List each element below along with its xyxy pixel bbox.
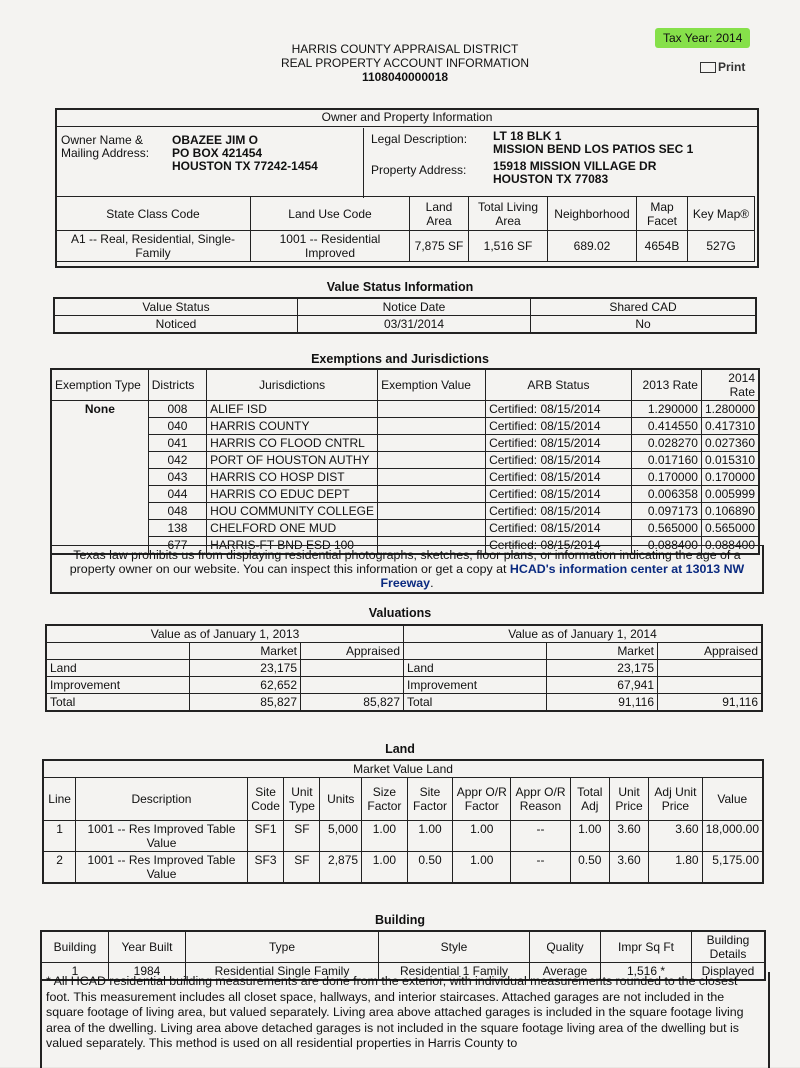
val-total-14: Total <box>404 694 547 712</box>
ex-header-cell: ARB Status <box>486 369 632 401</box>
val-total-m-14: 91,116 <box>547 694 658 712</box>
land-cell-size: 1.00 <box>362 852 408 884</box>
land-cell-value: 5,175.00 <box>702 852 763 884</box>
privacy-notice <box>50 545 764 594</box>
val-total-m-13: 85,827 <box>190 694 301 712</box>
vs-status: Noticed <box>54 316 298 334</box>
ex-cell-value <box>378 401 486 418</box>
land-header-cell: Unit Type <box>284 778 320 821</box>
val-h-2014: Value as of January 1, 2014 <box>404 625 763 643</box>
h-land-use: Land Use Code <box>251 197 410 231</box>
print-button[interactable] <box>700 60 745 74</box>
ex-cell-r14: 0.005999 <box>701 486 759 503</box>
ex-header-cell: Jurisdictions <box>207 369 378 401</box>
ex-cell-r13: 0.170000 <box>631 469 701 486</box>
ex-cell-a: Certified: 08/15/2014 <box>486 503 632 520</box>
ex-row <box>51 503 759 520</box>
land-header-cell: Description <box>76 778 248 821</box>
v-neighborhood: 689.02 <box>548 231 637 262</box>
val-market-13: Market <box>190 643 301 660</box>
v-map-facet: 4654B <box>637 231 688 262</box>
val-land-14: Land <box>404 660 547 677</box>
value-status-title: Value Status Information <box>326 280 474 294</box>
land-cell-reason: -- <box>511 852 571 884</box>
val-appraised-14: Appraised <box>658 643 763 660</box>
v-living-area: 1,516 SF <box>469 231 548 262</box>
land-header-cell: Unit Price <box>609 778 648 821</box>
h-map-facet: Map Facet <box>637 197 688 231</box>
land-cell-units: 2,875 <box>320 852 362 884</box>
val-blank-14 <box>404 643 547 660</box>
land-header-cell: Site Factor <box>407 778 453 821</box>
ex-header-cell: Exemption Value <box>378 369 486 401</box>
land-cell-adjp: 1.80 <box>649 852 702 884</box>
ex-cell-value <box>378 435 486 452</box>
ex-cell-a: Certified: 08/15/2014 <box>486 435 632 452</box>
land-header-cell: Size Factor <box>362 778 408 821</box>
header-line-2: REAL PROPERTY ACCOUNT INFORMATION <box>280 56 530 70</box>
bld-header-cell: Building Details <box>692 931 766 963</box>
legal-line-1: LT 18 BLK 1 <box>493 129 562 143</box>
ex-cell-j: CHELFORD ONE MUD <box>207 520 378 537</box>
exemptions-table <box>50 368 760 555</box>
land-cell-value: 18,000.00 <box>702 821 763 852</box>
h-key-map: Key Map® <box>688 197 755 231</box>
val-imp-14: Improvement <box>404 677 547 694</box>
h-living-area: Total Living Area <box>469 197 548 231</box>
vs-h-date: Notice Date <box>298 298 531 316</box>
land-header-cell: Units <box>320 778 362 821</box>
val-land-m-13: 23,175 <box>190 660 301 677</box>
ex-cell-r14: 0.170000 <box>701 469 759 486</box>
v-state-class: A1 -- Real, Residential, Single-Family <box>56 231 251 262</box>
ex-cell-d: 042 <box>148 452 206 469</box>
owner-name-block <box>172 134 318 173</box>
land-cell-reason: -- <box>511 821 571 852</box>
ex-cell-r14: 0.088400 <box>701 537 759 555</box>
valuations-table <box>45 624 763 712</box>
owner-name: OBAZEE JIM O <box>172 133 259 147</box>
land-row <box>43 821 763 852</box>
land-cell-price: 3.60 <box>609 852 648 884</box>
ex-cell-d: 048 <box>148 503 206 520</box>
land-cell-desc: 1001 -- Res Improved Table Value <box>76 821 248 852</box>
land-cell-site: SF3 <box>247 852 284 884</box>
land-header-cell: Site Code <box>247 778 284 821</box>
ex-cell-j: ALIEF ISD <box>207 401 378 418</box>
land-header-cell: Total Adj <box>570 778 609 821</box>
vs-h-cad: Shared CAD <box>531 298 757 316</box>
building-footnote: * All HCAD residential building measurements are done from the exterior, with individual measurements rounded to the closest foot. This measurement includes all closet space, hallways, and interior staircases. Attached garages are not included in the square footage of living area, but valued separately. Living area above attached garages is included in the square footage living area of the dwelling. Living area above detached garages is not included in the square footage living area of the dwelling but is valued separately. This method is used on all residential properties in Harris County to <box>40 972 770 1068</box>
land-table <box>42 759 764 884</box>
ex-cell-r14: 0.015310 <box>701 452 759 469</box>
ex-cell-d: 044 <box>148 486 206 503</box>
val-blank-13 <box>46 643 190 660</box>
land-cell-line: 1 <box>43 821 76 852</box>
vs-date: 03/31/2014 <box>298 316 531 334</box>
ex-cell-d: 008 <box>148 401 206 418</box>
bld-header-cell: Style <box>379 931 530 963</box>
ex-row <box>51 520 759 537</box>
h-land-area: Land Area <box>410 197 469 231</box>
bld-header-cell: Quality <box>530 931 601 963</box>
legal-line-2: MISSION BEND LOS PATIOS SEC 1 <box>493 142 694 156</box>
building-title: Building <box>375 913 425 927</box>
exemptions-title: Exemptions and Jurisdictions <box>311 352 489 366</box>
ex-header-cell: Districts <box>148 369 206 401</box>
ex-cell-a: Certified: 08/15/2014 <box>486 520 632 537</box>
val-imp-a-13 <box>301 677 404 694</box>
ex-cell-r13: 0.028270 <box>631 435 701 452</box>
ex-cell-r13: 1.290000 <box>631 401 701 418</box>
bld-details-link[interactable]: Displayed <box>692 963 766 981</box>
page-header <box>250 42 560 84</box>
val-imp-m-14: 67,941 <box>547 677 658 694</box>
land-cell-line: 2 <box>43 852 76 884</box>
bld-style: Residential 1 Family <box>379 963 530 981</box>
ex-cell-j: HARRIS-FT BND ESD 100 <box>207 537 378 555</box>
v-key-map: 527G <box>688 231 755 262</box>
land-cell-adjp: 3.60 <box>649 821 702 852</box>
bld-sqft: 1,516 * <box>601 963 692 981</box>
land-cell-units: 5,000 <box>320 821 362 852</box>
land-subtitle: Market Value Land <box>43 760 763 778</box>
val-imp-13: Improvement <box>46 677 190 694</box>
ex-row <box>51 435 759 452</box>
ex-cell-a: Certified: 08/15/2014 <box>486 401 632 418</box>
ex-cell-r14: 0.417310 <box>701 418 759 435</box>
vs-h-status: Value Status <box>54 298 298 316</box>
ex-cell-d: 138 <box>148 520 206 537</box>
account-number: 1108040000018 <box>361 70 449 84</box>
ex-cell-r13: 0.565000 <box>631 520 701 537</box>
ex-cell-j: HARRIS CO FLOOD CNTRL <box>207 435 378 452</box>
owner-addr2: HOUSTON TX 77242-1454 <box>172 159 318 173</box>
ex-cell-j: HOU COMMUNITY COLLEGE <box>207 503 378 520</box>
land-cell-unit: SF <box>284 821 320 852</box>
notice-end: . <box>430 576 434 590</box>
ex-cell-d: 043 <box>148 469 206 486</box>
val-total-a-14: 91,116 <box>658 694 763 712</box>
land-header-cell: Line <box>43 778 76 821</box>
ex-cell-r13: 0.414550 <box>631 418 701 435</box>
bld-header-cell: Impr Sq Ft <box>601 931 692 963</box>
ex-row <box>51 418 759 435</box>
ex-cell-value <box>378 418 486 435</box>
val-imp-a-14 <box>658 677 763 694</box>
ex-cell-j: PORT OF HOUSTON AUTHY <box>207 452 378 469</box>
land-header-cell: Appr O/R Reason <box>511 778 571 821</box>
land-cell-sitef: 1.00 <box>407 821 453 852</box>
ex-cell-d: 040 <box>148 418 206 435</box>
ex-cell-value <box>378 486 486 503</box>
ex-row <box>51 486 759 503</box>
land-cell-adj: 0.50 <box>570 852 609 884</box>
owner-addr1: PO BOX 421454 <box>172 146 263 160</box>
h-neighborhood: Neighborhood <box>548 197 637 231</box>
ex-cell-r13: 0.097173 <box>631 503 701 520</box>
bld-header-cell: Building <box>41 931 109 963</box>
land-title: Land <box>385 742 415 756</box>
ex-cell-a: Certified: 08/15/2014 <box>486 418 632 435</box>
land-cell-desc: 1001 -- Res Improved Table Value <box>76 852 248 884</box>
legal-label: Legal Description: <box>371 132 468 146</box>
ex-header-cell: 2013 Rate <box>631 369 701 401</box>
bld-header-cell: Year Built <box>109 931 186 963</box>
ex-cell-j: HARRIS CO EDUC DEPT <box>207 486 378 503</box>
property-label: Property Address: <box>371 163 467 177</box>
land-header-cell: Value <box>702 778 763 821</box>
val-land-m-14: 23,175 <box>547 660 658 677</box>
bld-number: 1 <box>41 963 109 981</box>
land-header-cell: Adj Unit Price <box>649 778 702 821</box>
bld-quality: Average <box>530 963 601 981</box>
land-cell-appr: 1.00 <box>453 852 511 884</box>
ex-cell-r14: 0.027360 <box>701 435 759 452</box>
ex-row <box>51 452 759 469</box>
ex-cell-r13: 0.006358 <box>631 486 701 503</box>
property-attributes-table <box>55 196 755 262</box>
ex-cell-a: Certified: 08/15/2014 <box>486 469 632 486</box>
bld-type: Residential Single Family <box>186 963 379 981</box>
land-cell-unit: SF <box>284 852 320 884</box>
land-row <box>43 852 763 884</box>
notice-text: Texas law prohibits us from displaying residential photographs, sketches, floor plans, or information indicating the age of a property owner on our website. You can inspect this information or get a copy at <box>69 548 741 576</box>
ex-cell-j: HARRIS CO HOSP DIST <box>207 469 378 486</box>
val-land-a-13 <box>301 660 404 677</box>
owner-label: Owner Name & Mailing Address: <box>61 133 150 160</box>
ex-cell-value <box>378 469 486 486</box>
val-h-2013: Value as of January 1, 2013 <box>46 625 404 643</box>
value-status-table <box>53 297 757 334</box>
ex-cell-a: Certified: 08/15/2014 <box>486 537 632 555</box>
ex-row <box>51 401 759 418</box>
h-state-class: State Class Code <box>56 197 251 231</box>
ex-cell-r14: 0.106890 <box>701 503 759 520</box>
ex-header-cell: 2014 Rate <box>701 369 759 401</box>
ex-cell-r14: 1.280000 <box>701 401 759 418</box>
valuations-title: Valuations <box>368 606 432 620</box>
land-cell-adj: 1.00 <box>570 821 609 852</box>
ex-cell-value <box>378 520 486 537</box>
ex-cell-r14: 0.565000 <box>701 520 759 537</box>
val-total-13: Total <box>46 694 190 712</box>
land-cell-site: SF1 <box>247 821 284 852</box>
bld-header-cell: Type <box>186 931 379 963</box>
property-line-2: HOUSTON TX 77083 <box>493 172 609 186</box>
ex-row <box>51 469 759 486</box>
divider <box>363 128 364 198</box>
owner-property-box <box>55 108 759 268</box>
v-land-use: 1001 -- Residential Improved <box>251 231 410 262</box>
ex-cell-r13: 0.017160 <box>631 452 701 469</box>
land-cell-price: 3.60 <box>609 821 648 852</box>
ex-cell-value <box>378 452 486 469</box>
land-cell-sitef: 0.50 <box>407 852 453 884</box>
val-imp-m-13: 62,652 <box>190 677 301 694</box>
land-cell-size: 1.00 <box>362 821 408 852</box>
owner-section-title: Owner and Property Information <box>57 110 757 127</box>
val-market-14: Market <box>547 643 658 660</box>
ex-type: None <box>51 401 148 555</box>
printer-icon <box>700 62 716 73</box>
ex-cell-d: 677 <box>148 537 206 555</box>
info-center-link[interactable]: HCAD's information center at 13013 NW Freeway <box>380 562 745 590</box>
header-line-1: HARRIS COUNTY APPRAISAL DISTRICT <box>291 42 519 56</box>
land-header-cell: Appr O/R Factor <box>453 778 511 821</box>
tax-year-badge: Tax Year: 2014 <box>655 28 750 48</box>
val-land-a-14 <box>658 660 763 677</box>
ex-header-cell: Exemption Type <box>51 369 148 401</box>
ex-cell-value <box>378 503 486 520</box>
ex-cell-d: 041 <box>148 435 206 452</box>
val-appraised-13: Appraised <box>301 643 404 660</box>
val-land-13: Land <box>46 660 190 677</box>
property-line-1: 15918 MISSION VILLAGE DR <box>493 159 657 173</box>
print-label: Print <box>718 60 746 74</box>
ex-cell-a: Certified: 08/15/2014 <box>486 486 632 503</box>
legal-desc <box>493 130 693 156</box>
ex-cell-r13: 0.088400 <box>631 537 701 555</box>
vs-cad: No <box>531 316 757 334</box>
ex-cell-a: Certified: 08/15/2014 <box>486 452 632 469</box>
val-total-a-13: 85,827 <box>301 694 404 712</box>
v-land-area: 7,875 SF <box>410 231 469 262</box>
property-address <box>493 160 656 186</box>
ex-cell-j: HARRIS COUNTY <box>207 418 378 435</box>
bld-year: 1984 <box>109 963 186 981</box>
land-cell-appr: 1.00 <box>453 821 511 852</box>
